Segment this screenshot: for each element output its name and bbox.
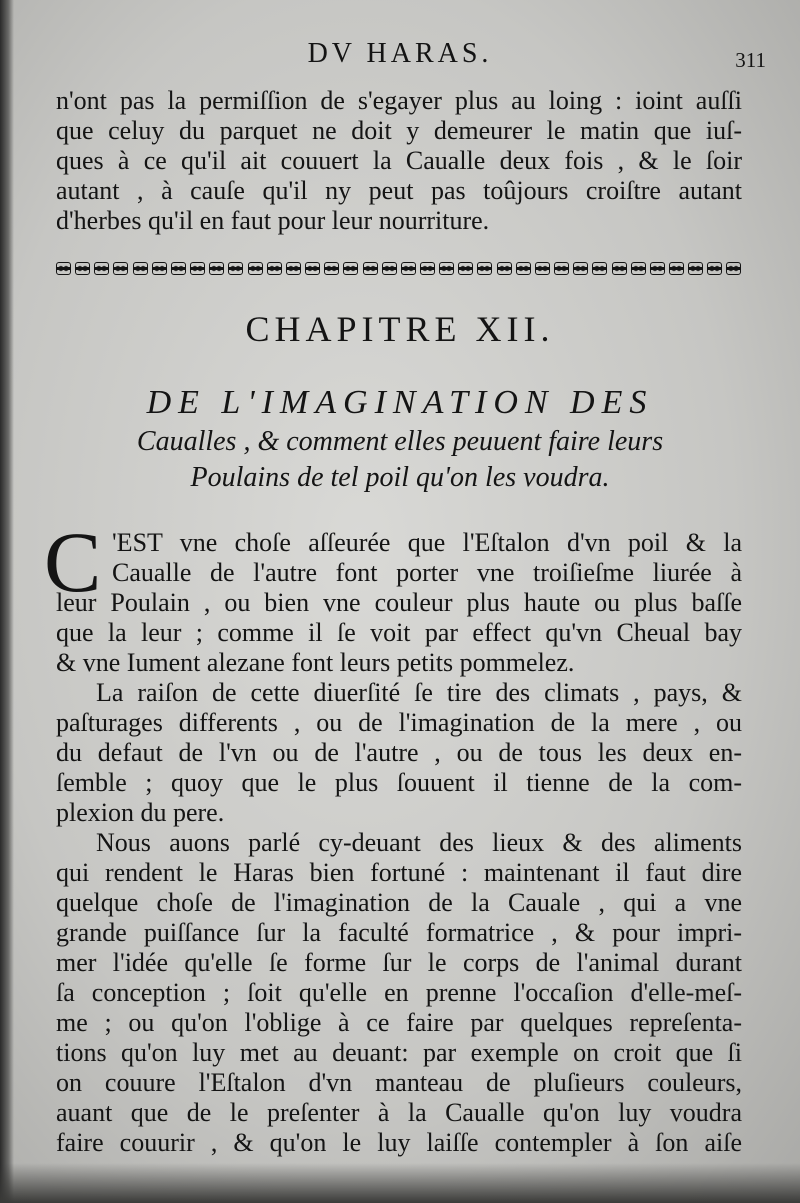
p2-line-3: du defaut de l'vn ou de l'autre , ou de tous les deux en- xyxy=(56,738,742,767)
top-line-5: d'herbes qu'il en faut pour leur nourriture. xyxy=(56,206,490,235)
fleuron-ornament xyxy=(535,262,550,275)
p3-line-8: tions qu'on luy met au deuant: par exemple on croit que ſi xyxy=(56,1038,742,1067)
fleuron-ornament xyxy=(382,262,397,275)
p2-line-4: ſemble ; quoy que le plus ſouuent il tienne de la com- xyxy=(56,768,742,797)
p3-line-4: grande puiſſance ſur la faculté formatrice , & pour impri- xyxy=(56,918,742,947)
fleuron-ornament xyxy=(439,262,454,275)
ornament-band xyxy=(56,258,742,278)
fleuron-ornament xyxy=(343,262,358,275)
fleuron-ornament xyxy=(171,262,186,275)
fleuron-ornament xyxy=(573,262,588,275)
p3-line-7: me ; ou qu'on l'oblige à ce faire par quelques repreſenta- xyxy=(56,1008,742,1037)
fleuron-ornament xyxy=(669,262,684,275)
p2-line-2: paſturages differents , ou de l'imagination de la mere , ou xyxy=(56,708,742,737)
fleuron-ornament xyxy=(420,262,435,275)
fleuron-ornament xyxy=(248,262,263,275)
fleuron-ornament xyxy=(650,262,665,275)
chapter-subtitle-3: Poulains de tel poil qu'on les voudra. xyxy=(190,462,610,493)
fleuron-ornament xyxy=(324,262,339,275)
fleuron-ornament xyxy=(592,262,607,275)
fleuron-ornament xyxy=(631,262,646,275)
fleuron-ornament xyxy=(56,262,71,275)
drop-cap: C xyxy=(44,514,102,610)
page-number: 311 xyxy=(735,48,766,72)
fleuron-ornament xyxy=(477,262,492,275)
fleuron-ornament xyxy=(286,262,301,275)
fleuron-ornament xyxy=(75,262,90,275)
p1-line-1: 'EST vne choſe aſſeurée que l'Eſtalon d'vn poil & la xyxy=(112,528,742,557)
chapter-title: CHAPITRE XII. xyxy=(245,309,555,349)
running-title: DV HARAS. xyxy=(307,38,493,69)
p3-line-2: qui rendent le Haras bien fortuné : maintenant il faut dire xyxy=(56,858,742,887)
fleuron-ornament xyxy=(133,262,148,275)
p3-line-6: ſa conception ; ſoit qu'elle en prenne l'occaſion d'elle-meſ- xyxy=(56,978,742,1007)
top-line-3: ques à ce qu'il ait couuert la Caualle deux fois , & le ſoir xyxy=(56,146,742,175)
fleuron-ornament xyxy=(458,262,473,275)
fleuron-ornament xyxy=(497,262,512,275)
fleuron-ornament xyxy=(707,262,722,275)
fleuron-ornament xyxy=(726,262,741,275)
p3-line-5: mer l'idée qu'elle ſe forme ſur le corps de l'animal durant xyxy=(56,948,742,977)
p1-line-3: leur Poulain , ou bien vne couleur plus haute ou plus baſſe xyxy=(56,588,742,617)
fleuron-ornament xyxy=(363,262,378,275)
p1-line-2: Caualle de l'autre font porter vne troiſieſme liurée à xyxy=(112,558,742,587)
fleuron-ornament xyxy=(305,262,320,275)
top-line-1: n'ont pas la permiſſion de s'egayer plus au loing : ioint auſſi xyxy=(56,86,742,115)
p3-line-3: quelque choſe de l'imagination de la Cauale , qui a vne xyxy=(56,888,742,917)
p2-line-1: La raiſon de cette diuerſité ſe tire des climats , pays, & xyxy=(96,678,742,707)
fleuron-ornament xyxy=(554,262,569,275)
fleuron-ornament xyxy=(152,262,167,275)
fleuron-ornament xyxy=(94,262,109,275)
fleuron-ornament xyxy=(190,262,205,275)
fleuron-ornament xyxy=(612,262,627,275)
p3-line-11: faire couurir , & qu'on le luy laiſſe contempler à ſon aiſe xyxy=(56,1128,742,1157)
top-line-4: autant , à cauſe qu'il ny peut pas toûjours croiſtre autant xyxy=(56,176,742,205)
p3-line-1: Nous auons parlé cy-deuant des lieux & des aliments xyxy=(96,828,742,857)
page-shadow-left xyxy=(0,0,14,1203)
fleuron-ornament xyxy=(401,262,416,275)
fleuron-ornament xyxy=(516,262,531,275)
p1-line-5: & vne Iument alezane font leurs petits pommelez. xyxy=(56,648,575,677)
chapter-subtitle-1: DE L'IMAGINATION DES xyxy=(146,384,654,421)
p3-line-10: auant que de le preſenter à la Caualle qu'on luy voudra xyxy=(56,1098,742,1127)
p3-line-9: on couure l'Eſtalon d'vn manteau de pluſieurs couleurs, xyxy=(56,1068,742,1097)
p1-line-4: que la leur ; comme il ſe voit par effect qu'vn Cheual bay xyxy=(56,618,742,647)
page-shadow-bottom xyxy=(0,1163,800,1203)
fleuron-ornament xyxy=(228,262,243,275)
fleuron-ornament xyxy=(209,262,224,275)
chapter-subtitle-2: Caualles , & comment elles peuuent faire leurs xyxy=(136,426,664,457)
top-line-2: que celuy du parquet ne doit y demeurer le matin que iuſ- xyxy=(56,116,742,145)
p2-line-5: plexion du pere. xyxy=(56,798,225,827)
fleuron-ornament xyxy=(113,262,128,275)
fleuron-ornament xyxy=(688,262,703,275)
fleuron-ornament xyxy=(267,262,282,275)
